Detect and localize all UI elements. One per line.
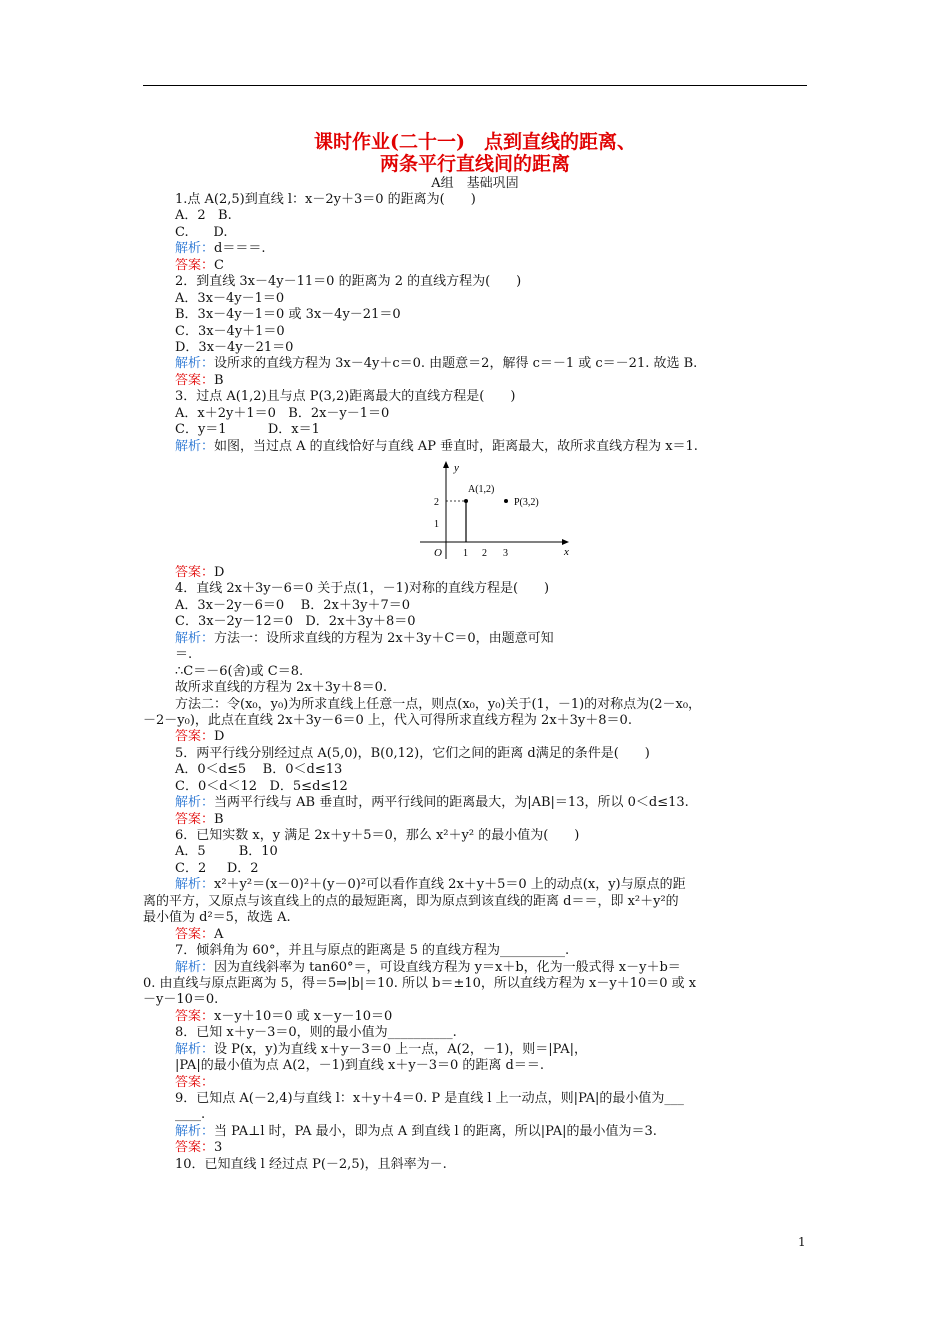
answer-label: 答案：	[175, 565, 215, 580]
solution-label: 解析：	[175, 1123, 215, 1139]
y-axis-label: y	[454, 462, 459, 474]
coordinate-figure	[416, 459, 576, 563]
text-line: C．0＜d＜12 D．5≤d≤12	[175, 778, 348, 794]
solution-label: 解析：	[175, 959, 215, 975]
line-text: D	[214, 729, 225, 745]
line-text: D	[214, 565, 225, 580]
answer-label: 答案：	[175, 926, 215, 942]
answer-line	[143, 373, 808, 389]
page-title-line2: 两条平行直线间的距离	[379, 153, 570, 175]
line-text: 3	[214, 1140, 223, 1156]
solution-line	[143, 1042, 808, 1058]
solution-label: 解析：	[175, 1041, 215, 1057]
text-line: 1.点 A(2,5)到直线 l：x－2y＋3＝0 的距离为( )	[175, 192, 476, 207]
x-tick-2: 2	[482, 548, 487, 559]
text-line: 5．两平行线分别经过点 A(5,0)，B(0,12)，它们之间的距离 d满足的条件是( )	[175, 745, 650, 761]
text-line: 7．倾斜角为 60°，并且与原点的距离是 5 的直线方程为__________.	[175, 943, 570, 959]
origin-label: O	[434, 547, 442, 559]
text-line: 2．到直线 3x－4y－11＝0 的距离为 2 的直线方程为( )	[175, 274, 522, 290]
line-text: d＝＝＝.	[214, 241, 266, 257]
text-line: ＝.	[175, 647, 193, 663]
x-axis-label: x	[564, 546, 569, 558]
answer-line	[143, 812, 808, 828]
line-text: 如图，当过点 A 的直线恰好与直线 AP 垂直时，距离最大，故所求直线方程为 x＝1.	[214, 438, 698, 454]
text-line: |PA|的最小值为点 A(2，－1)到直线 x＋y－3＝0 的距离 d＝＝.	[175, 1058, 544, 1074]
text-line: 4．直线 2x＋3y－6＝0 关于点(1，－1)对称的直线方程是( )	[175, 581, 550, 597]
solution-line	[143, 1124, 808, 1140]
answer-line	[143, 729, 808, 745]
line-text: B	[214, 811, 224, 827]
solution-line	[143, 795, 808, 811]
answer-line	[143, 1075, 808, 1091]
line-text: 设所求的直线方程为 3x－4y＋c＝0. 由题意＝2，解得 c＝－1 或 c＝－21. 故选 B.	[214, 356, 698, 372]
y-tick-2: 2	[434, 497, 439, 508]
text-line: A．x＋2y＋1＝0 B．2x－y－1＝0	[175, 405, 390, 421]
line-text: 当两平行线与 AB 垂直时，两平行线间的距离最大，为|AB|＝13，所以 0＜d≤13.	[214, 795, 689, 811]
answer-line	[143, 1009, 808, 1025]
line-text: A	[214, 926, 224, 942]
document-body	[143, 192, 808, 1173]
solution-label: 解析：	[175, 877, 215, 893]
text-line: 方法二：令(x₀，y₀)为所求直线上任意一点，则点(x₀，y₀)关于(1，－1)的对称点为(2－x₀，	[175, 696, 702, 712]
line-text: B	[214, 372, 224, 388]
x-tick-3: 3	[503, 548, 508, 559]
answer-label: 答案：	[175, 257, 215, 273]
line-text: 因为直线斜率为 tan60°＝，可设直线方程为 y＝x＋b，化为一般式得 x－y＋b＝	[214, 959, 681, 975]
text-line: C. D.	[175, 224, 228, 240]
answer-line	[143, 258, 808, 274]
solution-line	[143, 439, 808, 455]
text-line: 3．过点 A(1,2)且与点 P(3,2)距离最大的直线方程是( )	[175, 389, 516, 405]
line-text: x－y＋10＝0 或 x－y－10＝0	[214, 1008, 393, 1024]
text-line: A．2 B.	[175, 208, 232, 224]
text-line: D．3x－4y－21＝0	[175, 339, 294, 355]
answer-label: 答案：	[175, 1074, 215, 1090]
text-line: 最小值为 d²＝5，故选 A.	[143, 910, 291, 926]
line-text: 方法一：设所求直线的方程为 2x＋3y＋C＝0，由题意可知	[214, 630, 554, 646]
text-line: 离的平方，又原点与该直线上的点的最短距离，即为原点到该直线的距离 d＝＝，即 x²＋y²的	[143, 893, 679, 909]
text-line: 故所求直线的方程为 2x＋3y＋8＝0.	[175, 680, 388, 696]
x-axis-arrow	[562, 539, 569, 545]
header-rule	[143, 85, 807, 86]
text-line: C．2 D．2	[175, 860, 259, 876]
text-line: 9．已知点 A(－2,4)与直线 l：x＋y＋4＝0. P 是直线 l 上一动点，则|PA|的最小值为___	[175, 1091, 684, 1106]
answer-label: 答案：	[175, 372, 215, 388]
text-line: A．5 B．10	[175, 844, 278, 860]
line-text: x²＋y²＝(x－0)²＋(y－0)²可以看作直线 2x＋y＋5＝0 上的动点(x，y)与原点的距	[214, 877, 686, 893]
text-line: 10．已知直线 l 经过点 P(－2,5)，且斜率为－.	[175, 1156, 447, 1172]
section-heading: A组 基础巩固	[431, 176, 519, 191]
solution-line	[143, 631, 808, 647]
text-line: －y－10＝0.	[143, 992, 219, 1008]
solution-label: 解析：	[175, 630, 215, 646]
text-line: C．3x－2y－12＝0 D．2x＋3y＋8＝0	[175, 614, 416, 630]
text-line: C．3x－4y＋1＝0	[175, 323, 285, 339]
text-line: 8．已知 x＋y－3＝0，则的最小值为__________.	[175, 1025, 457, 1041]
point-a-label: A(1,2)	[468, 484, 495, 495]
y-axis-arrow	[443, 461, 449, 468]
solution-line	[143, 356, 808, 372]
text-line: B．3x－4y－1＝0 或 3x－4y－21＝0	[175, 307, 401, 323]
text-line: ____.	[175, 1107, 206, 1123]
text-line: ∴C＝－6(舍)或 C＝8.	[175, 663, 304, 679]
point-p-label: P(3,2)	[514, 497, 539, 508]
text-line: 0. 由直线与原点距离为 5，得＝5⇒|b|＝10. 所以 b＝±10，所以直线方程为 x－y＋10＝0 或 x	[143, 975, 697, 991]
line-text: C	[214, 257, 224, 273]
text-line: A．3x－2y－6＝0 B．2x＋3y＋7＝0	[175, 597, 410, 613]
y-tick-1: 1	[434, 519, 439, 530]
x-tick-1: 1	[463, 548, 468, 559]
answer-line	[143, 927, 808, 943]
solution-line	[143, 241, 808, 257]
solution-label: 解析：	[175, 438, 215, 454]
page-number: 1	[798, 1235, 806, 1249]
answer-label: 答案：	[175, 1140, 215, 1156]
solution-label: 解析：	[175, 356, 215, 372]
line-text: 当 PA⊥l 时，PA 最小，即为点 A 到直线 l 的距离，所以|PA|的最小值为＝3.	[214, 1123, 657, 1139]
solution-label: 解析：	[175, 241, 215, 257]
solution-line	[143, 877, 808, 893]
answer-label: 答案：	[175, 1008, 215, 1024]
point-a	[464, 499, 468, 503]
solution-line	[143, 960, 808, 976]
line-text: 设 P(x，y)为直线 x＋y－3＝0 上一点，A(2，－1)，则＝|PA|，	[214, 1041, 587, 1057]
text-line: －2－y₀)，此点在直线 2x＋3y－6＝0 上，代入可得所求直线方程为 2x＋3y＋8＝0.	[143, 712, 632, 728]
answer-label: 答案：	[175, 729, 215, 745]
text-line: A．3x－4y－1＝0	[175, 290, 285, 306]
text-line: 6．已知实数 x，y 满足 2x＋y＋5＝0，那么 x²＋y² 的最小值为( )	[175, 828, 580, 843]
text-line: C．y＝1 D．x＝1	[175, 422, 320, 438]
answer-label: 答案：	[175, 811, 215, 827]
point-p	[504, 499, 508, 503]
page-title-line1: 课时作业(二十一) 点到直线的距离、	[314, 131, 636, 153]
answer-line	[143, 1140, 808, 1156]
solution-label: 解析：	[175, 795, 215, 811]
text-line: A．0＜d≤5 B．0＜d≤13	[175, 762, 343, 778]
answer-line	[143, 565, 808, 581]
figure-block	[143, 455, 808, 565]
